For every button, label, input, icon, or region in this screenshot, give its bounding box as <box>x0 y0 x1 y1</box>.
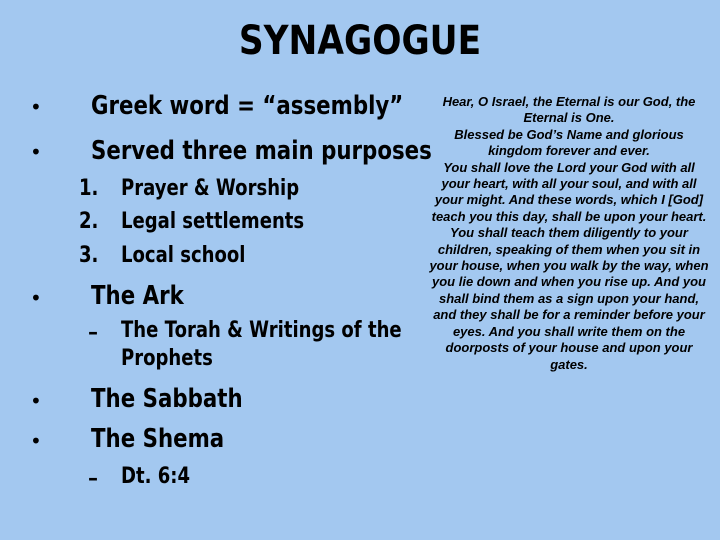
list-number: 2. <box>79 209 99 234</box>
list-item-legal: Legal settlements <box>121 209 305 234</box>
ark-sub-line1: The Torah & Writings of the <box>121 318 402 343</box>
bullet-marker: • <box>30 95 42 119</box>
bullet-marker: • <box>30 286 42 310</box>
bullet-ark: The Ark <box>91 281 184 311</box>
bullet-marker: • <box>30 429 42 453</box>
list-number: 3. <box>79 243 99 268</box>
quote-paragraph-2: Blessed be God’s Name and glorious kingdom forever and ever. <box>454 126 684 159</box>
bullet-three-purposes: Served three main purposes <box>91 136 432 166</box>
list-item-school: Local school <box>121 243 246 268</box>
sub-dash: – <box>88 320 98 344</box>
bullet-shema: The Shema <box>91 424 225 454</box>
ark-sub-line2: Prophets <box>121 346 213 371</box>
bullet-greek-word: Greek word = “assembly” <box>91 91 404 121</box>
shema-quote-text <box>428 94 710 373</box>
list-item-prayer: Prayer & Worship <box>121 176 300 201</box>
bullet-marker: • <box>30 389 42 413</box>
sub-dash: – <box>88 466 98 490</box>
slide-title: SYNAGOGUE <box>238 18 482 64</box>
shema-sub-reference: Dt. 6:4 <box>121 464 191 489</box>
bullet-marker: • <box>30 140 42 164</box>
bullet-sabbath: The Sabbath <box>91 384 243 414</box>
quote-paragraph-3: You shall love the Lord your God with all your heart, with all your soul, and with all your might. And these words, which I [God] teach you this day, shall be upon your heart. You shall teach them diligently to your children, speaking of them when you sit in your house, when you walk by the way, when you lie down and when you rise up. And you shall bind them as a sign upon your hand, and they shall be for a reminder before your eyes. And you shall write them on the doorposts of your house and upon your gates. <box>429 159 709 372</box>
quote-paragraph-1: Hear, O Israel, the Eternal is our God, the Eternal is One. <box>442 94 696 126</box>
list-number: 1. <box>79 176 99 201</box>
